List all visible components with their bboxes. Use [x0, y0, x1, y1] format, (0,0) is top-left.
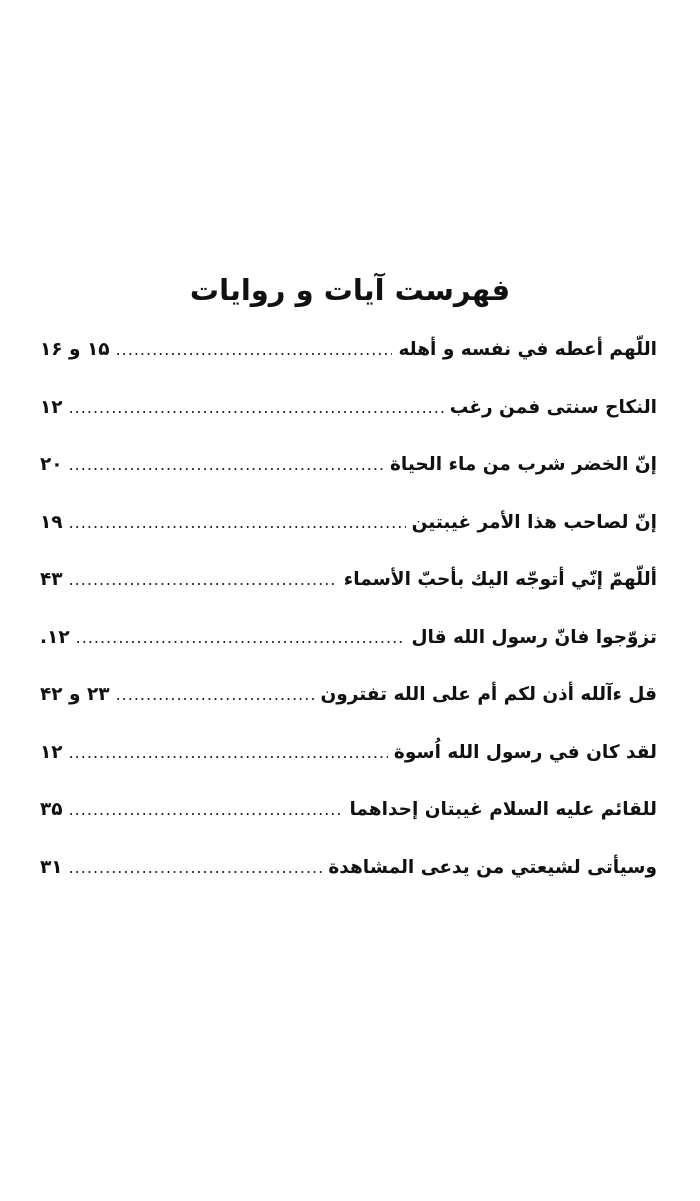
- toc-entry: [40, 733, 657, 791]
- page-title: فهرست آیات و روایات: [189, 273, 511, 307]
- toc-entry: [40, 675, 657, 733]
- toc-entry-text: لقد كان في رسول الله اُسوة: [393, 741, 657, 763]
- toc-entry-page: ۴۳: [40, 569, 63, 590]
- dot-leader: [69, 503, 406, 543]
- dot-leader: [69, 445, 384, 485]
- toc-entry-text: قل ءآلله أذن لكم أم على الله تفترون: [320, 684, 657, 705]
- toc-entry-page: ۲۳ و ۴۲: [40, 684, 110, 705]
- toc-entry: [40, 848, 657, 906]
- toc-entry: [40, 330, 657, 388]
- toc-entry: [40, 503, 657, 561]
- toc-entry-page: ۳۵: [40, 799, 63, 820]
- dot-leader: [69, 733, 388, 773]
- toc-entry-page: ۱۲: [40, 396, 63, 418]
- toc-entry-page: ۳۱: [40, 856, 63, 878]
- toc-entry-page: ۱۲: [40, 741, 63, 763]
- toc-entry-text: تزوّجوا فانّ رسول الله قال: [411, 626, 657, 648]
- toc-entry-page: ۱۹: [40, 511, 63, 533]
- toc-entry-page: ۱۵ و ۱۶: [40, 339, 110, 360]
- toc-entry-text: النكاح سنتى فمن رغب: [449, 396, 657, 418]
- dot-leader: [69, 790, 344, 830]
- toc-entry-page: ۲۰: [40, 454, 63, 475]
- dot-leader: [69, 848, 323, 888]
- toc-entry: [40, 618, 657, 676]
- toc-entry-text: للقائم عليه السلام غيبتان إحداهما: [349, 799, 657, 820]
- toc-entry-page: ۱۲.: [40, 626, 70, 648]
- toc-entry-text: إنّ لصاحب هذا الأمر غيبتين: [411, 511, 657, 533]
- dot-leader: [116, 330, 393, 370]
- toc-entry-text: إنّ الخضر شرب من ماء الحياة: [390, 454, 657, 475]
- table-of-contents: [40, 330, 657, 905]
- dot-leader: [69, 388, 444, 428]
- toc-entry: [40, 560, 657, 618]
- dot-leader: [116, 675, 315, 715]
- toc-entry-text: وسيأتى لشيعتي من يدعى المشاهدة: [328, 856, 657, 878]
- dot-leader: [69, 560, 338, 600]
- toc-entry-text: اللّهم أعطه في نفسه و أهله: [398, 339, 657, 360]
- toc-entry: [40, 790, 657, 848]
- toc-entry: [40, 388, 657, 446]
- toc-entry-text: أللّهمّ إنّي أتوجّه اليك بأحبّ الأسماء: [343, 569, 657, 590]
- toc-entry: [40, 445, 657, 503]
- dot-leader: [76, 618, 406, 658]
